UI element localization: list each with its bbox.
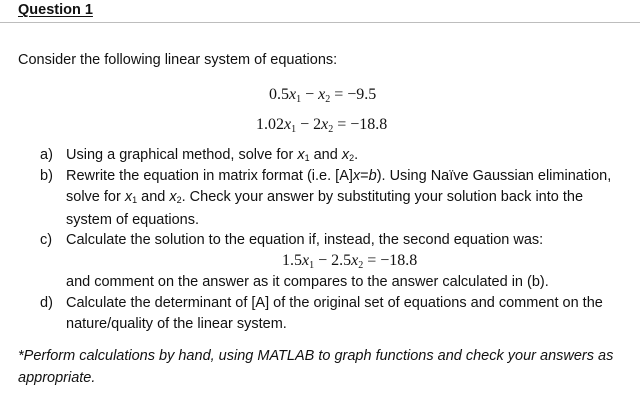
part-d <box>40 293 632 334</box>
eq3-sub1: 1 <box>309 260 315 271</box>
eq3-var2: x <box>351 252 359 269</box>
part-b <box>40 166 632 231</box>
equation-2 <box>256 116 387 135</box>
part-b-text: Rewrite the equation in matrix format (i.e. [A]x=b). Using Naïve Gaussian elimination, solve for $x_1$ and $x_2$. Check your answer by substituting your solution back into the system of equations. <box>66 168 612 228</box>
equation-1 <box>269 86 376 105</box>
part-c-text: Calculate the solution to the equation if, instead, the second equation was: <box>66 232 544 248</box>
eq2-coef1: 1.02 <box>256 116 284 133</box>
eq2-operator: − <box>300 116 310 133</box>
eq3-operator: − <box>318 252 328 269</box>
eq3-var1: x <box>302 252 310 269</box>
eq2-sub2: 2 <box>328 124 334 135</box>
eq1-operator: − <box>305 86 315 103</box>
eq2-var1: x <box>284 116 292 133</box>
part-b-letter: b) <box>40 168 53 184</box>
part-c <box>40 230 632 251</box>
part-c-letter: c) <box>40 232 53 248</box>
eq1-var1: x <box>289 86 297 103</box>
eq3-rhs: = −18.8 <box>367 252 418 269</box>
question-title: Question 1 <box>18 2 93 18</box>
equation-3 <box>282 252 417 271</box>
part-d-letter: d) <box>40 295 53 311</box>
part-a <box>40 145 632 169</box>
eq2-var2: x <box>321 116 329 133</box>
part-a-letter: a) <box>40 147 53 163</box>
eq1-sub1: 1 <box>296 94 302 105</box>
eq2-sub1: 1 <box>291 124 297 135</box>
part-a-text: Using a graphical method, solve for $x_1$ and $x_2$. <box>66 147 359 163</box>
eq2-rhs: = −18.8 <box>337 116 388 133</box>
eq1-rhs: = −9.5 <box>334 86 377 103</box>
eq1-sub2: 2 <box>325 94 331 105</box>
divider <box>0 22 640 23</box>
part-d-text: Calculate the determinant of [A] of the original set of equations and comment on the nature/quality of the linear system. <box>66 295 603 332</box>
footnote: *Perform calculations by hand, using MATLAB to graph functions and check your answers as appropriate. <box>18 348 614 386</box>
eq3-sub2: 2 <box>358 260 364 271</box>
part-c-comment: and comment on the answer as it compares to the answer calculated in (b). <box>66 274 549 290</box>
intro-text: Consider the following linear system of equations: <box>18 52 338 68</box>
eq3-coef2: 2.5 <box>331 252 352 269</box>
eq3-coef1: 1.5 <box>282 252 302 269</box>
eq2-coef2: 2 <box>313 116 322 133</box>
eq1-coef1: 0.5 <box>269 86 289 103</box>
eq1-var2: x <box>318 86 326 103</box>
